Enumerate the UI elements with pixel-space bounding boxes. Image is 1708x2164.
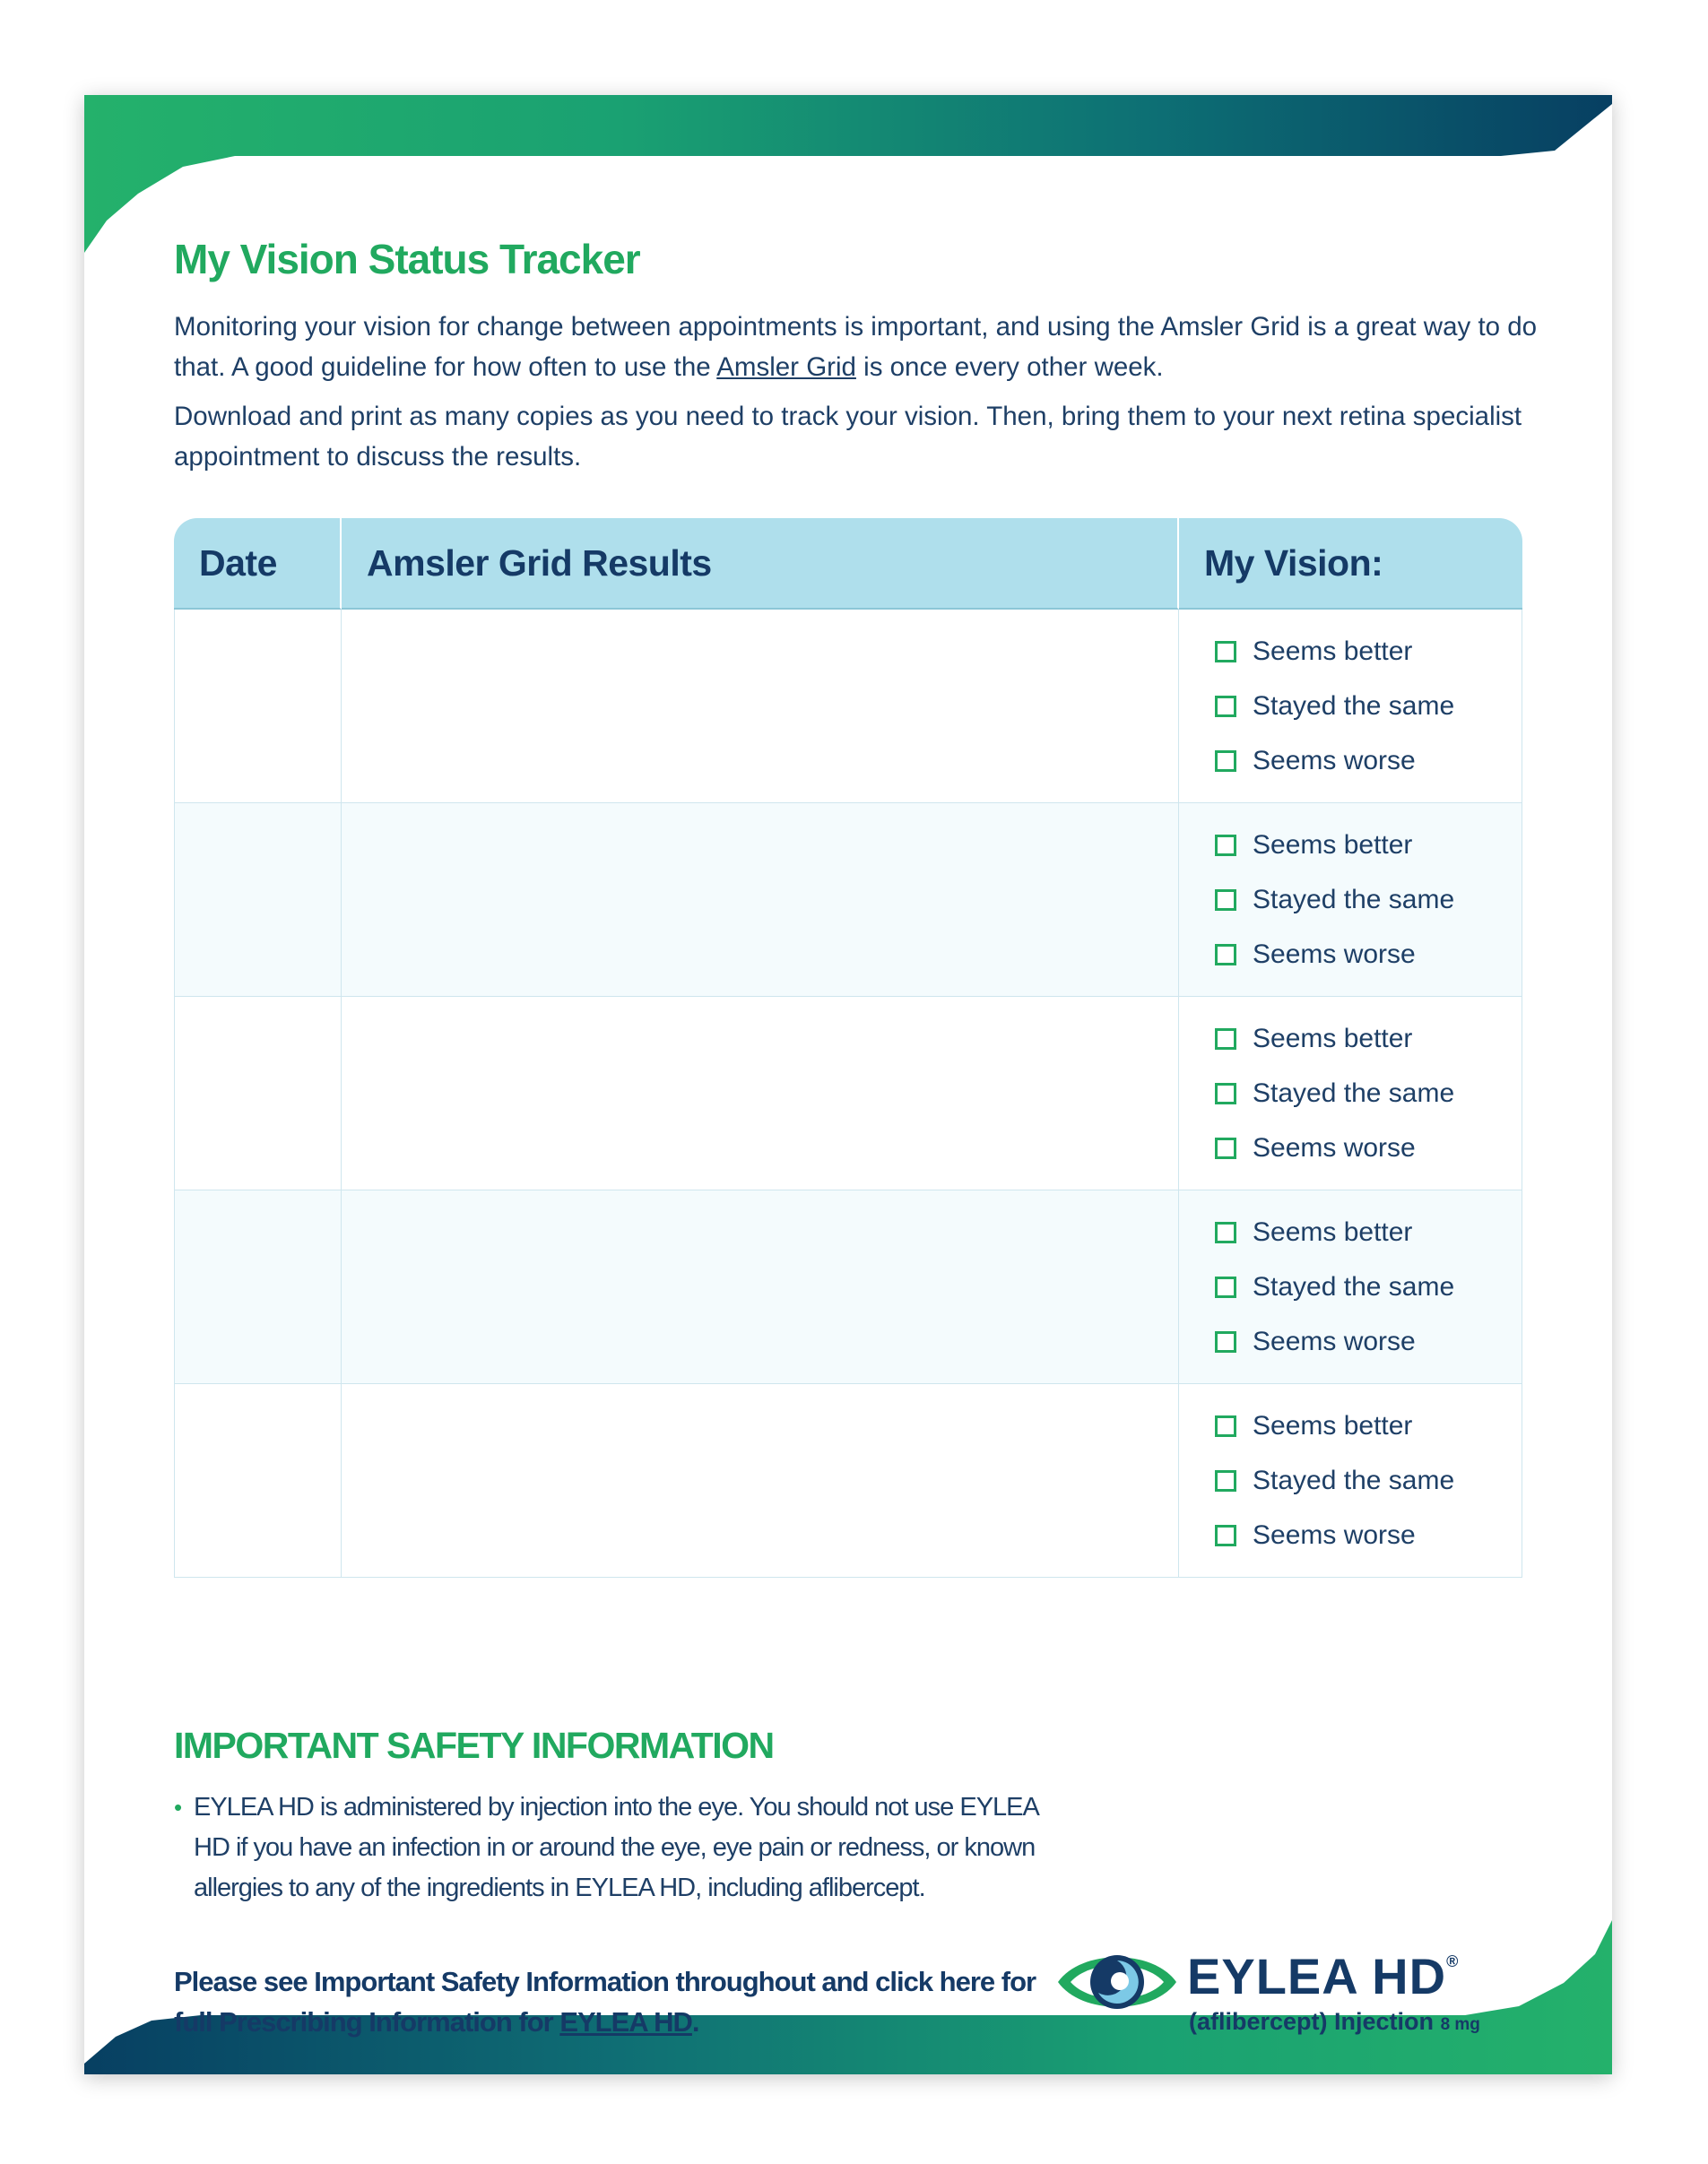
option-stayed-same: Stayed the same — [1215, 679, 1522, 733]
option-stayed-same: Stayed the same — [1215, 1259, 1522, 1314]
checkbox[interactable] — [1215, 641, 1236, 662]
prescribing-info-cta: Please see Important Safety Information throughout and click here for full Prescribing Information for EYLEA HD. — [174, 1966, 1036, 2038]
header-my-vision: My Vision: — [1179, 518, 1522, 610]
option-seems-better: Seems better — [1215, 1011, 1522, 1066]
results-cell[interactable] — [342, 1384, 1179, 1578]
results-cell[interactable] — [342, 997, 1179, 1190]
checkbox[interactable] — [1215, 1028, 1236, 1050]
results-cell[interactable] — [342, 610, 1179, 803]
option-seems-worse: Seems worse — [1215, 1121, 1522, 1175]
option-seems-worse: Seems worse — [1215, 1314, 1522, 1369]
checkbox[interactable] — [1215, 1470, 1236, 1492]
checkbox[interactable] — [1215, 1525, 1236, 1546]
logo-subtitle: (aflibercept) Injection 8 mg — [1189, 2008, 1480, 2035]
vision-options-cell — [1179, 803, 1522, 997]
checkbox[interactable] — [1215, 835, 1236, 856]
checkbox[interactable] — [1215, 696, 1236, 717]
date-cell[interactable] — [174, 1190, 342, 1384]
date-cell[interactable] — [174, 997, 342, 1190]
table-row — [174, 1384, 1522, 1578]
vision-options — [1179, 1011, 1522, 1175]
option-stayed-same: Stayed the same — [1215, 872, 1522, 927]
option-stayed-same: Stayed the same — [1215, 1066, 1522, 1121]
results-cell[interactable] — [342, 803, 1179, 997]
option-seems-better: Seems better — [1215, 1398, 1522, 1453]
table-row — [174, 997, 1522, 1190]
checkbox[interactable] — [1215, 1415, 1236, 1437]
option-seems-worse: Seems worse — [1215, 733, 1522, 788]
vision-options — [1179, 1205, 1522, 1369]
date-cell[interactable] — [174, 1384, 342, 1578]
header-amsler-results: Amsler Grid Results — [342, 518, 1179, 610]
checkbox[interactable] — [1215, 1331, 1236, 1353]
option-seems-worse: Seems worse — [1215, 927, 1522, 982]
eye-logo-icon — [1054, 1942, 1180, 2022]
vision-options-cell — [1179, 610, 1522, 803]
date-cell[interactable] — [174, 610, 342, 803]
results-cell[interactable] — [342, 1190, 1179, 1384]
checkbox[interactable] — [1215, 944, 1236, 965]
table-header-row — [174, 518, 1522, 610]
option-seems-better: Seems better — [1215, 624, 1522, 679]
page-title: My Vision Status Tracker — [174, 236, 640, 282]
checkbox[interactable] — [1215, 1222, 1236, 1243]
intro-paragraph-2: Download and print as many copies as you need to track your vision. Then, bring them to your next retina specialist appointment to discuss the results. — [174, 402, 1522, 472]
top-gradient-band — [84, 95, 1612, 253]
option-stayed-same: Stayed the same — [1215, 1453, 1522, 1508]
table-row — [174, 1190, 1522, 1384]
vision-options — [1179, 1398, 1522, 1562]
isi-heading: IMPORTANT SAFETY INFORMATION — [174, 1725, 774, 1766]
vision-options — [1179, 624, 1522, 788]
table-row — [174, 803, 1522, 997]
date-cell[interactable] — [174, 803, 342, 997]
header-date: Date — [174, 518, 342, 610]
table-row — [174, 610, 1522, 803]
checkbox[interactable] — [1215, 1083, 1236, 1104]
vision-options-cell — [1179, 1190, 1522, 1384]
checkbox[interactable] — [1215, 1138, 1236, 1159]
amsler-grid-link[interactable]: Amsler Grid — [716, 352, 856, 382]
vision-options-cell — [1179, 1384, 1522, 1578]
isi-list — [174, 1787, 1071, 1909]
eylea-hd-logo — [1054, 1942, 1521, 2040]
option-seems-better: Seems better — [1215, 818, 1522, 872]
vision-options-cell — [1179, 997, 1522, 1190]
checkbox[interactable] — [1215, 1277, 1236, 1298]
vision-options — [1179, 818, 1522, 982]
checkbox[interactable] — [1215, 889, 1236, 911]
document-page — [84, 95, 1612, 2074]
eylea-hd-link[interactable]: EYLEA HD — [559, 2006, 692, 2038]
option-seems-better: Seems better — [1215, 1205, 1522, 1259]
intro-text — [174, 307, 1555, 486]
option-seems-worse: Seems worse — [1215, 1508, 1522, 1562]
logo-wordmark: EYLEA HD® — [1187, 1948, 1460, 2004]
vision-tracker-table — [174, 518, 1522, 1578]
intro-paragraph-1: Monitoring your vision for change between appointments is important, and using the Amsler Grid is a great way to do that. A good guideline for how often to use the Amsler Grid is once every other week. — [174, 312, 1538, 382]
checkbox[interactable] — [1215, 750, 1236, 772]
isi-bullet: • EYLEA HD is administered by injection into the eye. You should not use EYLEA HD if you have an infection in or around the eye, eye pain or redness, or known allergies to any of the ingredients in EYLEA HD, including aflibercept. — [174, 1787, 1071, 1909]
